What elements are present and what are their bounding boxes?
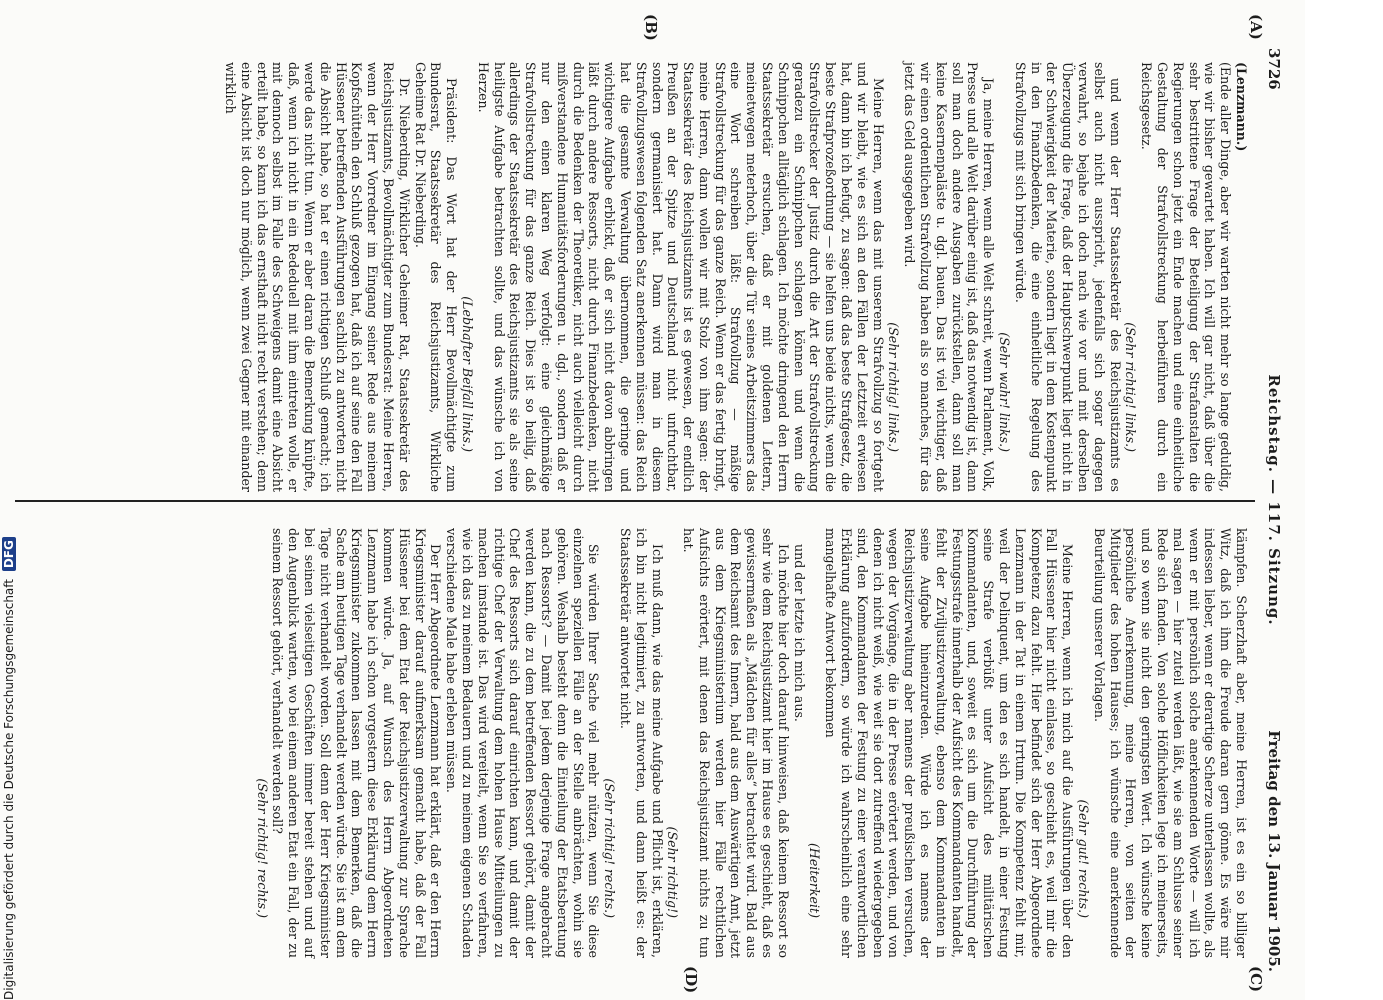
margin-mark-d: (D) bbox=[682, 966, 700, 994]
interjection: (Sehr richtig! links.) bbox=[886, 322, 902, 452]
margin-mark-c: (C) bbox=[1247, 966, 1265, 993]
credit-text: Digitalisierung gefördert durch die Deutsche Forschungsgemeinschaft bbox=[2, 578, 16, 1000]
paragraph: kämpfen. Scherzhaft aber, meine Herren, ist es ein so billiger Witz, daß ich ihm die Freude daran gern gönne. Es wäre mir indessen lieber, wenn er derartige Scherze unterlassen wollte, als wenn er mit persönlich solche anerkennenden Worte — will ich mal sagen — hier zuteil werden läßt, wie sie am Schlusse seiner Rede sich fanden. Von solche Höflichkeiten lege ich meinerseits, und so wenn sie nicht den geringsten Wert. Ich wünsche keine persönliche Anerkennung, meine Herren, von seiten der Mitglieder des hohen Hauses; ich wünsche eine anerkennende Beurteilung unserer Vorlagen. bbox=[1091, 528, 1249, 958]
dfg-logo: DFG bbox=[2, 537, 16, 571]
paragraph: Ja, meine Herren, wenn alle Welt schreit, wenn Parlament, Volk, Presse und alle Welt darüber einig ist, daß das notwendig ist, dann soll man doch andere Ausgaben zurückstellen, dann soll man keine Kasernenpaläste u. dgl. bauen. Das ist viel wichtiger, daß wir einen ordentlichen Strafvollzug haben als so manches, für das jetzt das Geld ausgegeben wird. bbox=[902, 62, 997, 492]
paragraph: und wenn der Herr Staatssekretär des Reichsjustizamts es selbst auch nicht ausspricht, jedenfalls sich sogar dagegen verwahrt, so bejahe ich doch nach wie vor und mit derselben Überzeugung die Frage, daß der Hauptschwerpunkt liegt nicht in der Schwierigkeit der Materie, sondern liegt in dem Kostenpunkt in den Finanzbedenken, die eine einheitliche Regelung des Strafvollzugs mit sich bringen würde. bbox=[1012, 62, 1123, 492]
margin-mark-a: (A) bbox=[1247, 14, 1265, 40]
page-number: 3726 bbox=[1265, 48, 1283, 90]
margin-mark-b: (B) bbox=[642, 14, 660, 41]
interjection: (Heiterkeit) bbox=[807, 843, 823, 918]
interjection: (Lebhafter Beifall links.) bbox=[459, 296, 475, 452]
interjection: (Sehr richtig! links.) bbox=[1123, 322, 1139, 452]
interjection: (Sehr richtig!) bbox=[665, 826, 681, 918]
right-text-column bbox=[254, 528, 1249, 958]
page-header-title: Reichstag. — 117. Sitzung. bbox=[1265, 374, 1283, 626]
paragraph: (Ende aller Dinge, aber wir warten nicht mehr so lange geduldig, wie wir bisher gewartet haben. Ich will gar nicht, daß über die sehr bestrittene Frage der Beteiligung der Strafanstalten die Regierungen schon jetzt ein Ende machen und eine einheitliche Gestaltung der Strafvollstreckung herbeiführen durch ein Reichsgesetz. bbox=[1139, 62, 1234, 492]
paragraph: Meine Herren, wenn ich mich auf die Ausführungen über den Fall Hüssener hier nicht einlasse, so geschieht es, weil mir die Kompetenz dazu fehlt. Hier befindet sich der Herr Abgeordnete Lenzmann in der Tat in einem Irrtum. Die Kompetenz fehlt mir, weil der Delinquent, um den es sich handelt, in einer Festung seine Strafe verbüßt unter Aufsicht des militärischen Kommandanten, und, soweit es sich um die Durchführung der Festungsstrafe innerhalb der Aufsicht des Kommandanten handelt, fehlt der Ziviljustizverwaltung, ebenso dem Kommandanten in seine Aufgabe hineinzureden. Würde ich es namens der Reichsjustizverwaltung aber namens der preußischen versuchen, wegen der Vorgänge, die in der Presse erörtert werden, und von denen ich nicht weiß, wie weit sie dort zutreffend wiedergegeben sind, den Kommandanten der Festung zu einer verantwortlichen Erklärung aufzufordern, so würde ich wahrscheinlich eine sehr mangelhafte Antwort bekommen bbox=[823, 528, 1076, 958]
page-header-date: Freitag den 13. Januar 1905. bbox=[1265, 730, 1283, 972]
column-divider bbox=[15, 500, 1255, 502]
paragraph: Meine Herren, wenn das mit unserem Strafvollzug so fortgeht und wir bleibt, wie es sich an den Fällen der Letztzeit erwiesen hat, dann bin ich befugt, zu sagen: daß das beste Strafgesetz, die beste Strafprozeßordnung — sie helfen uns beide nichts, wenn die Strafvollstrecker der Justiz durch die Art der Strafvollstreckung geradezu ein Schnippchen schlagen können und wenn die Schnippchen alltäglich schlagen. Ich möchte dringend den Herrn Staatssekretär ersuchen, daß er mit goldenen Lettern, meinetwegen meterhoch, über die Tür seines Arbeitszimmers das eine Wort schreiben läßt: Strafvollzug — mäßige Strafvollstreckung für das ganze Reich. Wenn er das fertig bringt, meine Herren, dann wollen wir mit Stolz von ihm sagen: der Staatssekretär des Reichsjustizamts ist es gewesen, der endlich Preußen an der Spitze und Deutschland nicht unfruchtbar, sondern germanisiert hat. Dann wird man in diesem Strafvollzugswesen folgenden Satz anerkennen müssen: das Reich hat die gesamte Verwaltung übernommen, die geringe und wichtigere Aufgabe erblickt, daß er sich nicht davon abbringen läßt durch andere Ressorts, nicht durch Finanzbedenken, nicht durch die Bedenken der Theoretiker, nicht auch vielleicht durch mißverstandene Humanitätsforderungen u. dgl., sondern daß er nur den einen klaren Weg verfolgt: eine gleichmäßige Strafvollstreckung für das ganze Reich. Dies ist so heilig, daß allerdings der Staatssekretär des Reichsjustizamts sie als seine heiligste Aufgabe betrachten sollte, und das wünsche ich von Herzen. bbox=[475, 62, 886, 492]
interjection: (Sehr richtig! rechts.) bbox=[254, 778, 270, 918]
paragraph: Sie würden Ihrer Sache viel mehr nützen, wenn Sie diese einzelnen speziellen Fälle an der Stelle anbrächten, wohin sie gehören. Weshalb besteht denn die Einteilung der Etatsberatung nach Ressorts? — Damit bei jedem derjenige Frage angebracht werden kann, die zu dem betreffenden Ressort gehört, damit der Chef des Ressorts sich darauf einrichten kann, und damit der richtige Chef der Verwaltung dem hohen Hause Mitteilungen zu machen imstande ist. Das wird vereitelt, wenn Sie so verfahren, wie ich das zu meinem Bedauern und zu meinem eigenen Schaden verschiedene Male habe erleben müssen. bbox=[444, 528, 602, 958]
interjection: (Sehr richtig! rechts.) bbox=[602, 778, 618, 918]
paragraph: und der letzte ich mich aus. bbox=[791, 544, 807, 722]
digitization-credit bbox=[2, 5, 16, 1000]
paragraph: Ich möchte hier doch darauf hinweisen, daß keinem Ressort so sehr wie dem Reichsjustizamt hier im Hause es geschieht, daß es gewissermaßen als „Mädchen für alles“ betrachtet wird. Bald aus dem Reichsamt des Innern, bald aus dem Auswärtigen Amt, jetzt aus dem Kriegsministerium werden hier Fälle rechtlichen Aufsichts erörtert, mit denen das Reichsjustizamt nichts zu tun hat. bbox=[681, 528, 791, 958]
paragraph: Der Herr Abgeordnete Lenzmann hat erklärt, daß er den Herrn Kriegsminister darauf aufmerksam gemacht habe, daß der Fall Hüssener bei dem Etat der Reichsjustizverwaltung zur Sprache kommen würde. Ja, auf Wunsch des Herrn Abgeordneten Lenzmann habe ich schon vorgestern diese Erklärung dem Herrn Kriegsminister zukommen lassen mit dem Bemerken, daß die Sache am heutigen Tage verhandelt werden würde. Sie ist am dem Tage nicht verhandelt worden. Soll denn der Herr Kriegsminister bei seinen vielseitigen Geschäften immer bereit stehen und auf den Augenblick warten, wo bei einem anderen Etat ein Fall, der zu seinem Ressort gehört, verhandelt werden soll? bbox=[270, 528, 444, 958]
left-text-column bbox=[222, 62, 1249, 492]
paragraph: Präsident: Das Wort hat der Herr Bevollmächtigte zum Bundesrat, Staatssekretär des Reichsjustizamts, Wirkliche Geheime Rat Dr. Nieberding. bbox=[412, 62, 460, 492]
paragraph: Ich muß dann, wie das meine Aufgabe und Pflicht ist, erklären, ich bin nicht legitimiert, zu antworten, und dann heißt es: der Staatssekretär antwortet nicht. bbox=[617, 528, 665, 958]
interjection: (Sehr wahr! links.) bbox=[997, 332, 1013, 452]
paragraph: Dr. Nieberding, Wirklicher Geheimer Rat, Staatssekretär des Reichsjustizamts, Bevollmächtigter zum Bundesrat: Meine Herren, wenn der Herr Vorredner im Eingang seiner Rede aus meinem Kopfschütteln den Schluß gezogen hat, daß ich auf seine den Fall Hüssener betreffenden Ausführungen sachlich zu antworten nicht die Absicht habe, so hat er einen richtigen Schluß gemacht; ich werde das nicht tun. Wenn er aber daran die Bemerkung knüpfte, daß, wenn ich nicht in ein Rededuell mit ihm eintreten wolle, er mit dennoch selbst im Falle des Schweigens damit eine Absicht erteilt habe, so kann ich das ernsthaft nicht recht verstehen; denn eine Absicht ist doch nur möglich, wenn zwei Gegner mit einander wirklich bbox=[223, 62, 412, 492]
speaker-label: (Lenzmann.) bbox=[1234, 62, 1249, 152]
interjection: (Sehr gut! rechts.) bbox=[1076, 799, 1092, 918]
